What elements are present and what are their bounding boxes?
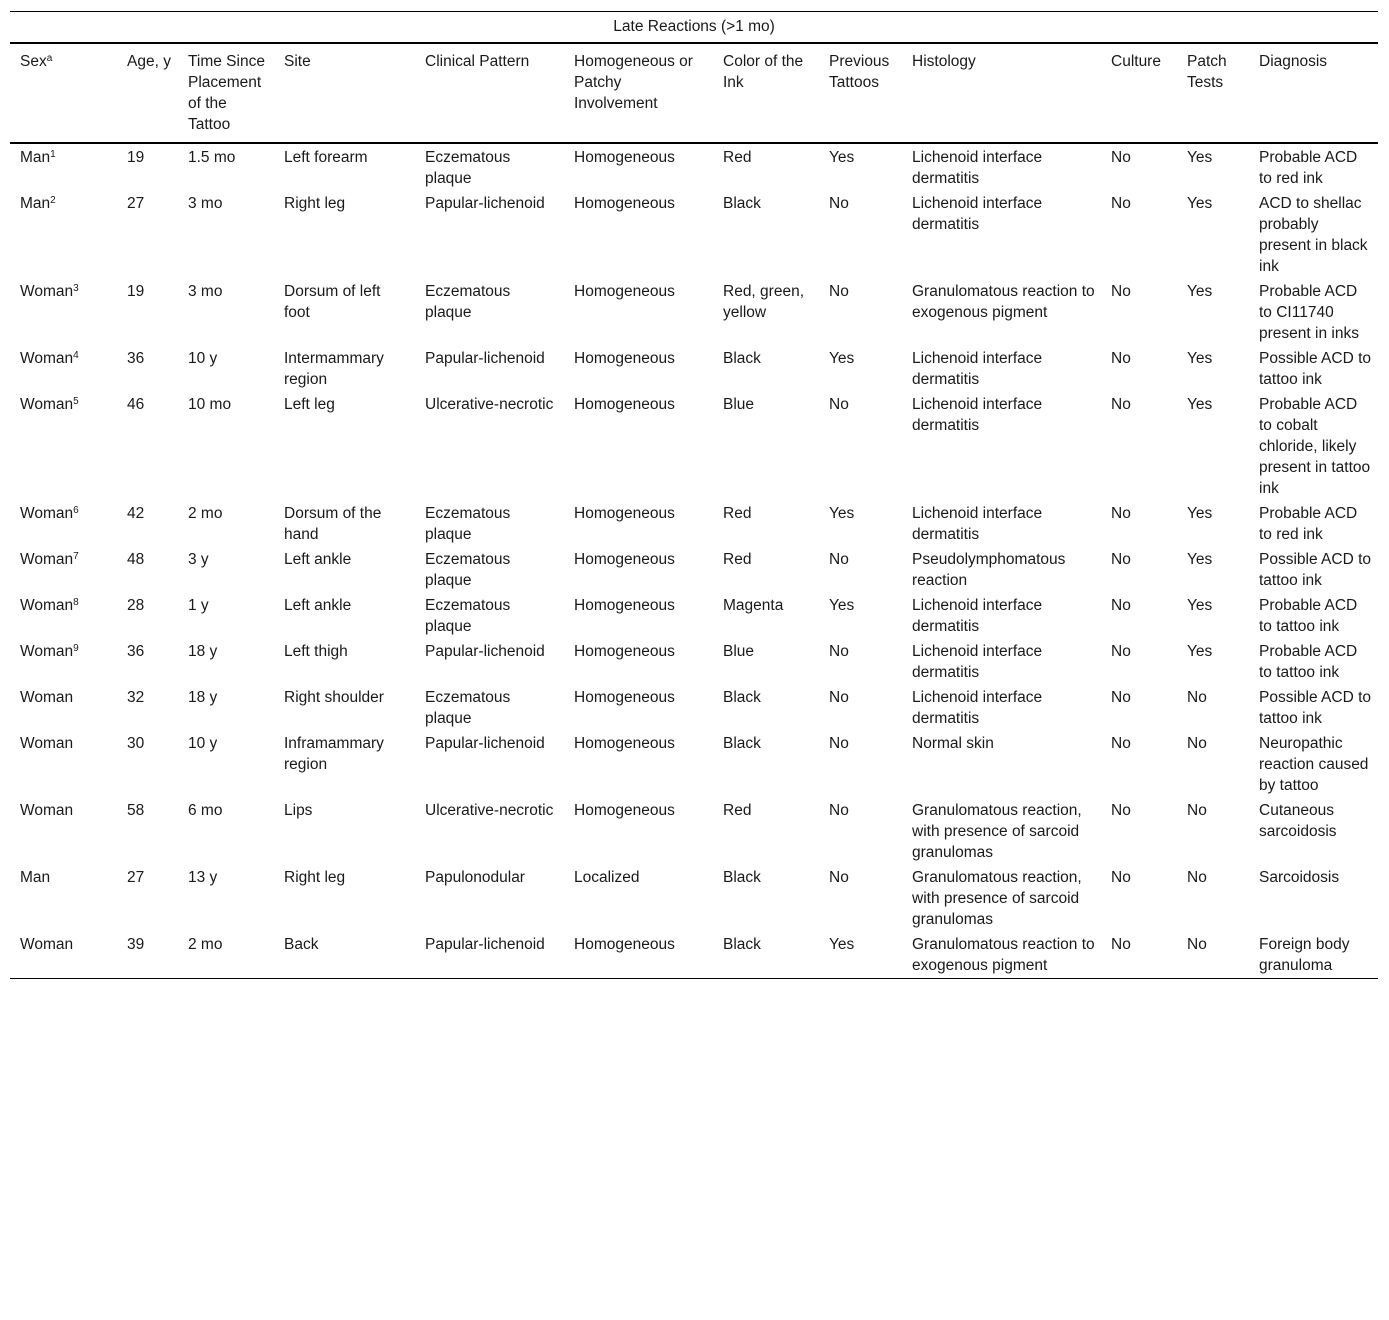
reference-superscript: 5 bbox=[73, 396, 79, 407]
cell-clinical-pattern: Eczematous plaque bbox=[425, 597, 511, 635]
table-row bbox=[10, 547, 1378, 593]
cell-diagnosis: Possible ACD to tattoo ink bbox=[1259, 350, 1371, 388]
cell-sex: Woman$^5$ bbox=[20, 396, 79, 413]
cell-histology: Lichenoid interface dermatitis bbox=[912, 505, 1043, 543]
cell-age: 42 bbox=[127, 505, 145, 522]
cell-sex: Man$^2$ bbox=[20, 195, 56, 212]
table-caption: Late Reactions (>1 mo) bbox=[10, 12, 1378, 44]
cell-involvement: Homogeneous bbox=[574, 551, 675, 568]
table-row bbox=[10, 501, 1378, 547]
cell-diagnosis: Sarcoidosis bbox=[1259, 869, 1340, 886]
cell-ink-color: Black bbox=[723, 350, 761, 367]
cell-ink-color: Magenta bbox=[723, 597, 784, 614]
header-clinical-pattern: Clinical Pattern bbox=[415, 43, 564, 143]
cell-clinical-pattern: Eczematous plaque bbox=[425, 149, 511, 187]
cell-time: 3 y bbox=[188, 551, 209, 568]
cell-site: Dorsum of left foot bbox=[284, 283, 381, 321]
cell-sex: Woman$^7$ bbox=[20, 551, 79, 568]
cell-clinical-pattern: Papular-lichenoid bbox=[425, 643, 545, 660]
table-row bbox=[10, 392, 1378, 501]
cell-diagnosis: Probable ACD to CI11740 present in inks bbox=[1259, 283, 1359, 342]
cell-sex: Woman$^8$ bbox=[20, 597, 79, 614]
table-body bbox=[10, 143, 1378, 979]
table-row bbox=[10, 593, 1378, 639]
header-patch-tests: Patch Tests bbox=[1177, 43, 1249, 143]
cell-clinical-pattern: Eczematous plaque bbox=[425, 551, 511, 589]
cell-age: 58 bbox=[127, 802, 145, 819]
cell-clinical-pattern: Eczematous plaque bbox=[425, 505, 511, 543]
cell-culture: No bbox=[1101, 932, 1177, 979]
cell-diagnosis: Probable ACD to red ink bbox=[1259, 505, 1358, 543]
cell-histology: Lichenoid interface dermatitis bbox=[912, 350, 1043, 388]
cell-culture: No bbox=[1111, 350, 1131, 367]
cell-culture: No bbox=[1111, 735, 1131, 752]
cell-involvement: Homogeneous bbox=[574, 802, 675, 819]
cell-age: 36 bbox=[127, 643, 145, 660]
cell-culture: No bbox=[1111, 643, 1131, 660]
table-header-row bbox=[10, 43, 1378, 143]
header-sex: Sex$^a$ bbox=[10, 43, 117, 143]
cell-age: 30 bbox=[127, 735, 145, 752]
reference-superscript: 9 bbox=[73, 643, 79, 654]
cell-site: Right leg bbox=[284, 869, 346, 886]
cell-clinical-pattern: Papular-lichenoid bbox=[415, 932, 564, 979]
late-reactions-table-wrapper bbox=[10, 11, 1378, 979]
header-sex-footnote: a bbox=[46, 53, 53, 64]
cell-ink-color: Black bbox=[723, 735, 761, 752]
cell-previous-tattoos: No bbox=[829, 195, 849, 212]
cell-sex: Woman$^9$ bbox=[20, 643, 79, 660]
cell-histology: Normal skin bbox=[912, 735, 994, 752]
table-row bbox=[10, 191, 1378, 279]
cell-patch-tests: Yes bbox=[1187, 195, 1213, 212]
cell-diagnosis: Probable ACD to tattoo ink bbox=[1259, 643, 1358, 681]
cell-involvement: Homogeneous bbox=[574, 735, 675, 752]
cell-diagnosis: Possible ACD to tattoo ink bbox=[1259, 551, 1371, 589]
cell-sex: Man bbox=[20, 869, 51, 886]
cell-patch-tests: No bbox=[1187, 802, 1207, 819]
cell-previous-tattoos: No bbox=[829, 869, 849, 886]
cell-diagnosis: Probable ACD to tattoo ink bbox=[1259, 597, 1358, 635]
cell-sex: Woman$^4$ bbox=[20, 350, 79, 367]
cell-previous-tattoos: Yes bbox=[829, 597, 855, 614]
cell-time: 10 y bbox=[188, 350, 218, 367]
cell-sex: Woman bbox=[10, 932, 117, 979]
cell-ink-color: Red, green, yellow bbox=[723, 283, 804, 321]
cell-culture: No bbox=[1111, 505, 1131, 522]
cell-patch-tests: Yes bbox=[1187, 551, 1213, 568]
cell-site: Left leg bbox=[284, 396, 335, 413]
cell-age: 28 bbox=[127, 597, 145, 614]
cell-age: 32 bbox=[127, 689, 145, 706]
cell-histology: Lichenoid interface dermatitis bbox=[912, 689, 1043, 727]
cell-histology: Lichenoid interface dermatitis bbox=[912, 396, 1043, 434]
cell-clinical-pattern: Ulcerative-necrotic bbox=[425, 802, 554, 819]
cell-time: 18 y bbox=[188, 689, 218, 706]
cell-site: Lips bbox=[284, 802, 313, 819]
cell-clinical-pattern: Eczematous plaque bbox=[425, 689, 511, 727]
cell-histology: Pseudolymphomatous reaction bbox=[912, 551, 1066, 589]
cell-ink-color: Red bbox=[723, 149, 752, 166]
cell-culture: No bbox=[1111, 597, 1131, 614]
cell-previous-tattoos: No bbox=[829, 551, 849, 568]
cell-patch-tests: Yes bbox=[1187, 643, 1213, 660]
cell-involvement: Homogeneous bbox=[574, 149, 675, 166]
cell-previous-tattoos: No bbox=[829, 802, 849, 819]
reference-superscript: 2 bbox=[50, 195, 56, 206]
cell-culture: No bbox=[1111, 802, 1131, 819]
header-previous-tattoos: Previous Tattoos bbox=[819, 43, 902, 143]
cell-histology: Lichenoid interface dermatitis bbox=[912, 597, 1043, 635]
reference-superscript: 3 bbox=[73, 283, 79, 294]
cell-culture: No bbox=[1111, 283, 1131, 300]
cell-sex: Man$^1$ bbox=[20, 149, 56, 166]
cell-age: 46 bbox=[127, 396, 145, 413]
cell-involvement: Localized bbox=[574, 869, 640, 886]
cell-sex: Woman bbox=[20, 735, 74, 752]
cell-diagnosis: ACD to shellac probably present in black ink bbox=[1259, 195, 1368, 275]
cell-culture: No bbox=[1111, 396, 1131, 413]
header-site: Site bbox=[274, 43, 415, 143]
cell-previous-tattoos: No bbox=[829, 689, 849, 706]
cell-diagnosis: Cutaneous sarcoidosis bbox=[1259, 802, 1337, 840]
reference-superscript: 4 bbox=[73, 350, 79, 361]
cell-age: 19 bbox=[127, 283, 145, 300]
cell-time: 13 y bbox=[188, 869, 218, 886]
cell-patch-tests: Yes bbox=[1187, 283, 1213, 300]
cell-time: 2 mo bbox=[178, 932, 274, 979]
reference-superscript: 8 bbox=[73, 597, 79, 608]
table-row bbox=[10, 865, 1378, 932]
header-ink-color: Color of the Ink bbox=[713, 43, 819, 143]
cell-clinical-pattern: Eczematous plaque bbox=[425, 283, 511, 321]
cell-age: 39 bbox=[117, 932, 178, 979]
cell-age: 36 bbox=[127, 350, 145, 367]
cell-diagnosis: Probable ACD to cobalt chloride, likely present in tattoo ink bbox=[1259, 396, 1371, 497]
cell-site: Dorsum of the hand bbox=[284, 505, 382, 543]
cell-involvement: Homogeneous bbox=[574, 350, 675, 367]
cell-ink-color: Blue bbox=[723, 396, 755, 413]
cell-histology: Granulomatous reaction to exogenous pigment bbox=[902, 932, 1101, 979]
cell-ink-color: Red bbox=[723, 505, 752, 522]
cell-time: 10 mo bbox=[188, 396, 232, 413]
reference-superscript: 7 bbox=[73, 551, 79, 562]
table-row bbox=[10, 685, 1378, 731]
cell-sex: Woman bbox=[20, 802, 74, 819]
cell-diagnosis: Possible ACD to tattoo ink bbox=[1259, 689, 1371, 727]
cell-ink-color: Blue bbox=[723, 643, 755, 660]
table-row bbox=[10, 639, 1378, 685]
cell-histology: Granulomatous reaction, with presence of sarcoid granulomas bbox=[912, 802, 1082, 861]
cell-histology: Granulomatous reaction to exogenous pigment bbox=[912, 283, 1095, 321]
cell-ink-color: Red bbox=[723, 551, 752, 568]
reference-superscript: 1 bbox=[50, 149, 56, 160]
cell-sex: Woman$^6$ bbox=[20, 505, 79, 522]
late-reactions-table bbox=[10, 11, 1378, 979]
cell-previous-tattoos: No bbox=[829, 396, 849, 413]
cell-involvement: Homogeneous bbox=[574, 689, 675, 706]
cell-histology: Lichenoid interface dermatitis bbox=[912, 643, 1043, 681]
table-row bbox=[10, 731, 1378, 798]
cell-site: Intermammary region bbox=[284, 350, 384, 388]
cell-histology: Lichenoid interface dermatitis bbox=[912, 149, 1043, 187]
cell-patch-tests: Yes bbox=[1187, 505, 1213, 522]
table-row bbox=[10, 143, 1378, 191]
cell-site: Right leg bbox=[284, 195, 346, 212]
table-row bbox=[10, 932, 1378, 979]
cell-diagnosis: Foreign body granuloma bbox=[1249, 932, 1378, 979]
cell-time: 6 mo bbox=[188, 802, 223, 819]
cell-clinical-pattern: Papular-lichenoid bbox=[425, 735, 545, 752]
cell-site: Right shoulder bbox=[284, 689, 384, 706]
cell-time: 18 y bbox=[188, 643, 218, 660]
cell-patch-tests: Yes bbox=[1187, 350, 1213, 367]
cell-clinical-pattern: Papular-lichenoid bbox=[425, 350, 545, 367]
cell-ink-color: Black bbox=[713, 932, 819, 979]
cell-culture: No bbox=[1111, 869, 1131, 886]
cell-patch-tests: No bbox=[1187, 869, 1207, 886]
header-culture: Culture bbox=[1101, 43, 1177, 143]
cell-previous-tattoos: Yes bbox=[829, 505, 855, 522]
cell-age: 48 bbox=[127, 551, 145, 568]
cell-histology: Lichenoid interface dermatitis bbox=[912, 195, 1043, 233]
cell-culture: No bbox=[1111, 149, 1131, 166]
reference-superscript: 6 bbox=[73, 505, 79, 516]
cell-previous-tattoos: Yes bbox=[829, 350, 855, 367]
cell-site: Left ankle bbox=[284, 551, 352, 568]
cell-involvement: Homogeneous bbox=[574, 396, 675, 413]
cell-ink-color: Black bbox=[723, 689, 761, 706]
cell-age: 19 bbox=[127, 149, 145, 166]
cell-involvement: Homogeneous bbox=[574, 505, 675, 522]
header-histology: Histology bbox=[902, 43, 1101, 143]
cell-ink-color: Red bbox=[723, 802, 752, 819]
cell-ink-color: Black bbox=[723, 869, 761, 886]
cell-clinical-pattern: Papular-lichenoid bbox=[425, 195, 545, 212]
cell-time: 3 mo bbox=[188, 195, 223, 212]
table-row bbox=[10, 798, 1378, 865]
header-age: Age, y bbox=[117, 43, 178, 143]
cell-site: Back bbox=[274, 932, 415, 979]
cell-time: 2 mo bbox=[188, 505, 223, 522]
cell-site: Left ankle bbox=[284, 597, 352, 614]
cell-culture: No bbox=[1111, 195, 1131, 212]
cell-age: 27 bbox=[127, 195, 145, 212]
cell-clinical-pattern: Papulonodular bbox=[425, 869, 525, 886]
table-caption-row bbox=[10, 12, 1378, 44]
cell-patch-tests: Yes bbox=[1187, 149, 1213, 166]
cell-involvement: Homogeneous bbox=[574, 643, 675, 660]
cell-culture: No bbox=[1111, 689, 1131, 706]
cell-previous-tattoos: Yes bbox=[829, 149, 855, 166]
cell-involvement: Homogeneous bbox=[564, 932, 713, 979]
cell-diagnosis: Neuropathic reaction caused by tattoo bbox=[1259, 735, 1369, 794]
cell-previous-tattoos: No bbox=[829, 735, 849, 752]
cell-involvement: Homogeneous bbox=[574, 195, 675, 212]
cell-previous-tattoos: Yes bbox=[819, 932, 902, 979]
cell-patch-tests: No bbox=[1187, 735, 1207, 752]
cell-time: 1 y bbox=[188, 597, 209, 614]
cell-previous-tattoos: No bbox=[829, 283, 849, 300]
cell-sex: Woman$^3$ bbox=[20, 283, 79, 300]
header-involvement: Homogeneous or Patchy Involvement bbox=[564, 43, 713, 143]
header-diagnosis: Diagnosis bbox=[1249, 43, 1378, 143]
cell-clinical-pattern: Ulcerative-necrotic bbox=[425, 396, 554, 413]
table-row bbox=[10, 279, 1378, 346]
cell-patch-tests: Yes bbox=[1187, 396, 1213, 413]
table-row bbox=[10, 346, 1378, 392]
cell-involvement: Homogeneous bbox=[574, 597, 675, 614]
cell-involvement: Homogeneous bbox=[574, 283, 675, 300]
cell-culture: No bbox=[1111, 551, 1131, 568]
cell-diagnosis: Probable ACD to red ink bbox=[1259, 149, 1358, 187]
cell-histology: Granulomatous reaction, with presence of sarcoid granulomas bbox=[912, 869, 1082, 928]
cell-site: Left forearm bbox=[284, 149, 368, 166]
cell-site: Inframammary region bbox=[284, 735, 384, 773]
cell-patch-tests: No bbox=[1177, 932, 1249, 979]
cell-age: 27 bbox=[127, 869, 145, 886]
header-time: Time Since Placement of the Tattoo bbox=[178, 43, 274, 143]
cell-time: 1.5 mo bbox=[188, 149, 236, 166]
cell-time: 10 y bbox=[188, 735, 218, 752]
cell-time: 3 mo bbox=[188, 283, 223, 300]
cell-ink-color: Black bbox=[723, 195, 761, 212]
cell-patch-tests: No bbox=[1187, 689, 1207, 706]
cell-patch-tests: Yes bbox=[1187, 597, 1213, 614]
cell-sex: Woman bbox=[20, 689, 74, 706]
cell-previous-tattoos: No bbox=[829, 643, 849, 660]
cell-site: Left thigh bbox=[284, 643, 348, 660]
